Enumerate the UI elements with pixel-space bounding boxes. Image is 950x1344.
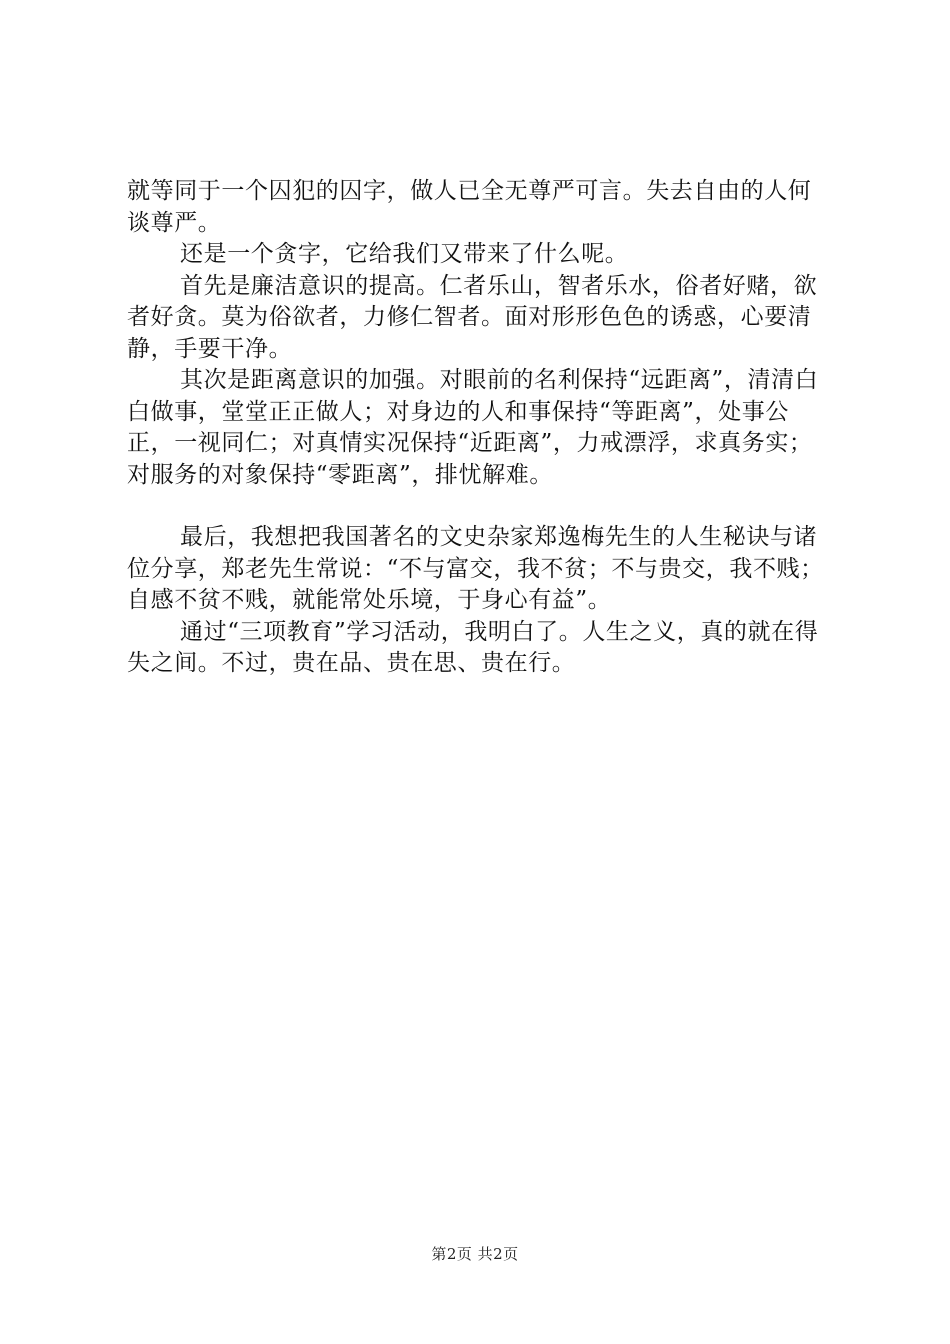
paragraph-integrity: 首先是廉洁意识的提高。仁者乐山，智者乐水，俗者好赌，欲者好贪。莫为俗欲者，力修仁智者。面对形形色色的诱惑，心要清静，手要干净。 (127, 272, 818, 362)
paragraph-continuation: 就等同于一个囚犯的囚字，做人已全无尊严可言。失去自由的人何谈尊严。 (127, 178, 812, 236)
paragraph-greed: 还是一个贪字，它给我们又带来了什么呢。 (180, 241, 629, 267)
paragraph-spacer (127, 491, 827, 522)
paragraph-secret: 最后，我想把我国著名的文史杂家郑逸梅先生的人生秘诀与诸位分享，郑老先生常说：“不与富交，我不贫；不与贵交，我不贱；自感不贫不贱，就能常处乐境，于身心有益”。 (127, 524, 824, 613)
page-footer: 第2页 共2页 (431, 1245, 519, 1263)
paragraph-conclusion: 通过“三项教育”学习活动，我明白了。人生之义，真的就在得失之间。不过，贵在品、贵在思、贵在行。 (127, 618, 819, 676)
paragraph-distance: 其次是距离意识的加强。对眼前的名利保持“远距离”，清清白白做事，堂堂正正做人；对身边的人和事保持“等距离”，处事公正，一视同仁；对真情实况保持“近距离”，力戒漂浮，求真务实；对服务的对象保持“零距离”，排忧解难。 (127, 367, 819, 488)
document-body (127, 176, 827, 680)
